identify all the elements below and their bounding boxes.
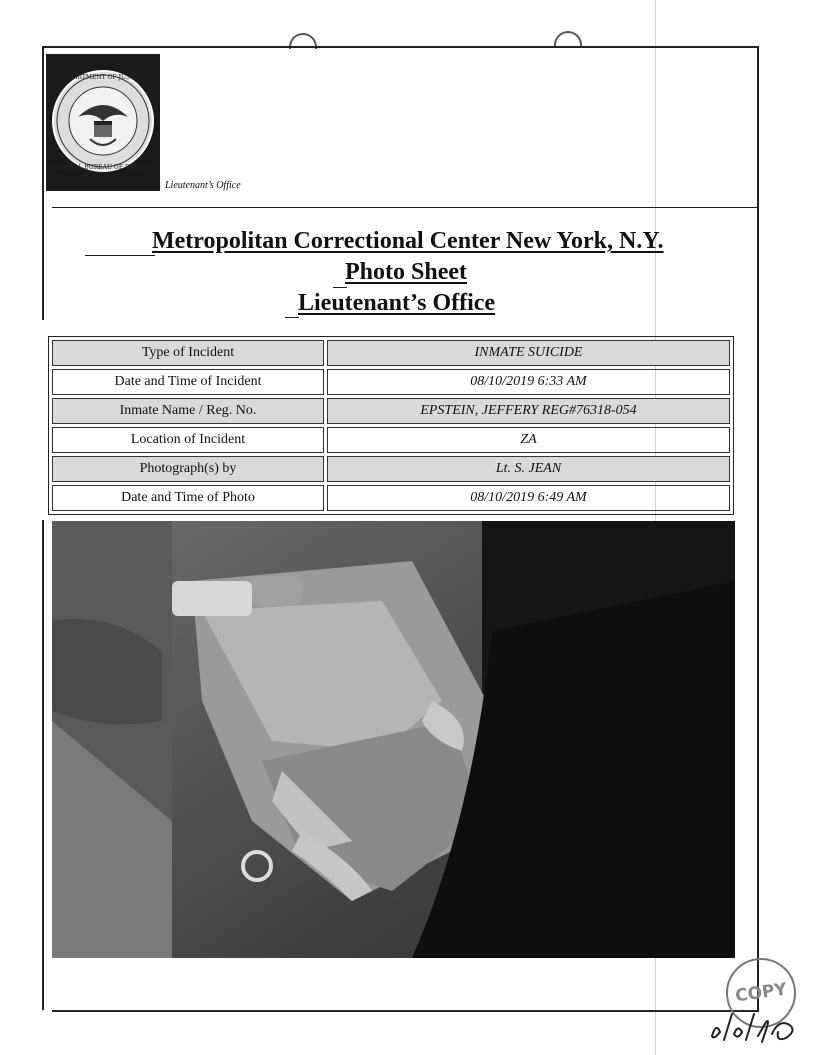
row-label: Type of Incident xyxy=(52,340,324,366)
row-value: 08/10/2019 6:49 AM xyxy=(327,485,730,511)
photo-image xyxy=(52,521,735,958)
table-row xyxy=(52,485,730,511)
table-row xyxy=(52,340,730,366)
title-leader-line xyxy=(85,255,155,256)
header-divider xyxy=(52,207,758,208)
table-row xyxy=(52,427,730,453)
row-value: ZA xyxy=(327,427,730,453)
binder-ring-right xyxy=(554,31,582,47)
table-row xyxy=(52,369,730,395)
table-row xyxy=(52,398,730,424)
frame-right-edge xyxy=(757,316,759,1010)
incident-photograph xyxy=(52,521,735,958)
facility-title: Metropolitan Correctional Center New York, N.Y. xyxy=(152,228,664,254)
row-label: Date and Time of Incident xyxy=(52,369,324,395)
office-title: Lieutenant’s Office xyxy=(298,290,496,316)
table-row xyxy=(52,456,730,482)
frame-left-edge xyxy=(42,520,44,1010)
svg-text:DEPARTMENT OF JUSTICE: DEPARTMENT OF JUSTICE xyxy=(60,73,146,81)
row-label: Location of Incident xyxy=(52,427,324,453)
svg-text:FEDERAL BUREAU OF PRISONS: FEDERAL BUREAU OF PRISONS xyxy=(51,163,155,171)
row-label: Photograph(s) by xyxy=(52,456,324,482)
incident-info-table xyxy=(48,336,734,515)
handwritten-date-icon xyxy=(706,996,806,1046)
row-value: INMATE SUICIDE xyxy=(327,340,730,366)
office-caption: Lieutenant’s Office xyxy=(165,180,241,191)
office-leader-line xyxy=(285,317,299,318)
row-label: Inmate Name / Reg. No. xyxy=(52,398,324,424)
subtitle-leader-line xyxy=(333,287,347,288)
bop-seal-icon xyxy=(48,59,158,187)
row-label: Date and Time of Photo xyxy=(52,485,324,511)
row-value: EPSTEIN, JEFFERY REG#76318-054 xyxy=(327,398,730,424)
handwritten-date xyxy=(706,996,806,1051)
row-value: Lt. S. JEAN xyxy=(327,456,730,482)
row-value: 08/10/2019 6:33 AM xyxy=(327,369,730,395)
copy-stamp: COPY xyxy=(721,953,800,1032)
frame-bottom-edge xyxy=(52,1010,759,1012)
bop-seal xyxy=(46,54,160,191)
sheet-subtitle: Photo Sheet xyxy=(345,259,467,285)
